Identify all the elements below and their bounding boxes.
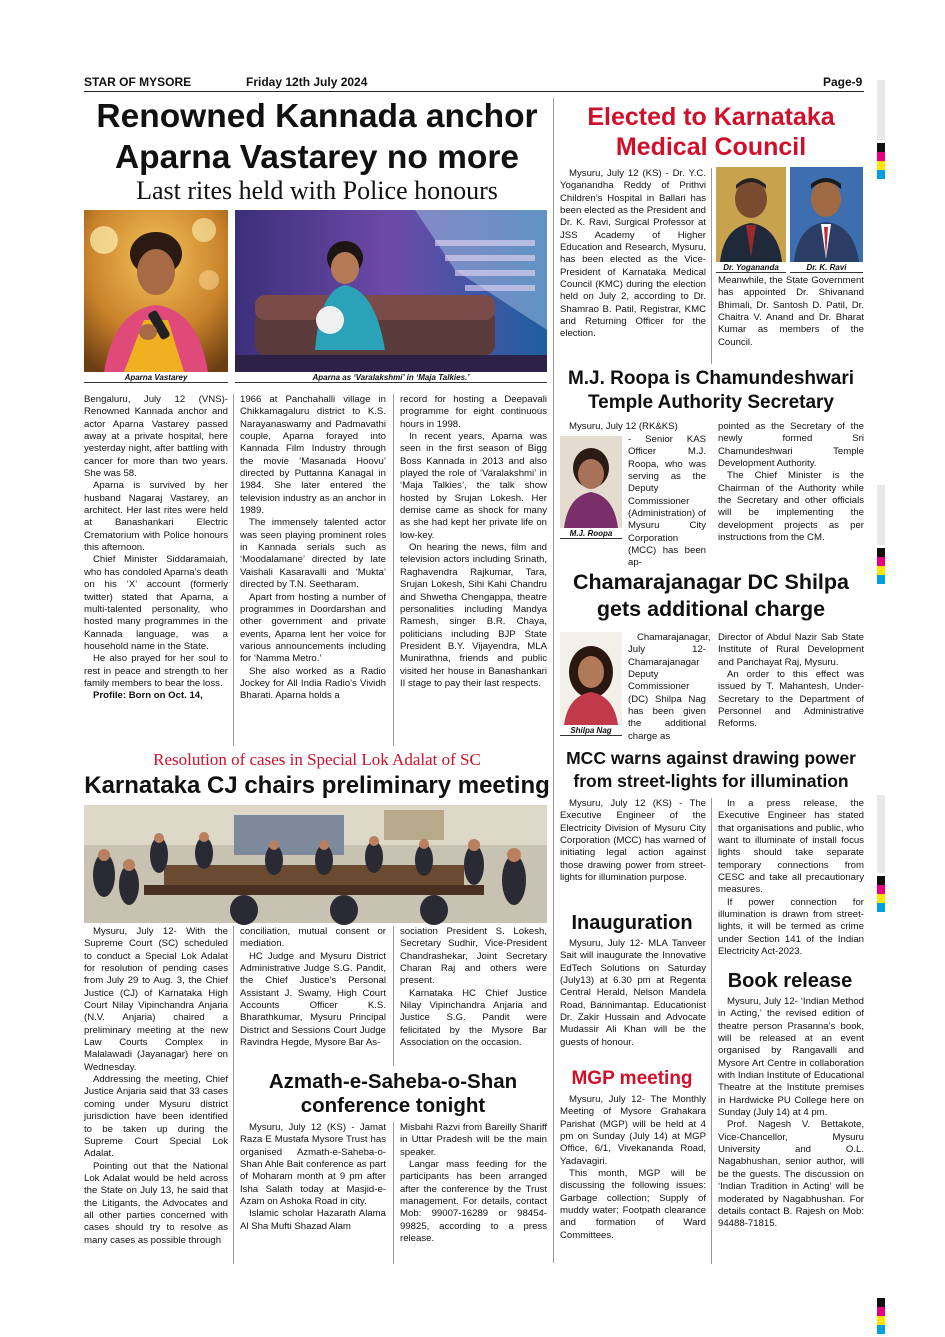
aparna-headline-2: Aparna Vastarey no more [114, 139, 520, 176]
cmyk-swatch [877, 903, 885, 912]
cmyk-swatch [877, 876, 885, 885]
main-column-divider [553, 98, 554, 1263]
column-rule [711, 168, 712, 364]
book-p2: Prof. Nagesh V. Bettakote, Vice-Chancellor, Mysuru University and O.L. Nagabhushan, senior author, will be the guests. The discussion on ‘Indian Tradition in Acting’ will be moderated by Nagabhushan. For details contact B. Rajesh on Mob: 94488-71815. [718, 1119, 864, 1230]
aparna-c1-p1: Bengaluru, July 12 (VNS)- Renowned Kannada anchor and actor Aparna Vastarey passed away at a private hospital, here yesterday night, after battling with cancer for more than two years. She was 58. [84, 394, 228, 480]
lokadalat-c1-p1: Mysuru, July 12- With the Supreme Court (SC) scheduled to conduct a Special Lok Adalat for resolution of pending cases from July 29 to Aug. 3, the Chief Justice (CJ) of Karnataka High Court Nilay Vipinchandra Anjaria (N.V. Anjaria) chaired a preliminary meeting at the new Law Courts Complex in Malalawadi (Jayanagar) here on Wednesday. [84, 926, 228, 1073]
lokadalat-c2-p1: conciliation, mutual consent or mediation. [240, 926, 386, 950]
column-rule [393, 1122, 394, 1264]
roopa-c2-p1: pointed as the Secretary of the newly formed Sri Chamundeshwari Temple Development Authority. [718, 421, 864, 470]
kmc-headline-2: Medical Council [615, 133, 807, 161]
mgp-headline: MGP meeting [571, 1068, 693, 1089]
mcc-c1-p1: Mysuru, July 12 (KS) - The Executive Engineer of the Electricity Division of Mysuru City Corporation (MCC) has warned of initiating legal action against those drawing power from street-lights for illumination purpose. [560, 798, 706, 884]
aparna-headline-1: Renowned Kannada anchor [96, 98, 538, 135]
cmyk-swatch [877, 557, 885, 566]
cmyk-swatch [877, 894, 885, 903]
aparna-c3-p1: record for hosting a Deepavali programme for eight continuous hours in 1998. [400, 394, 547, 430]
mcc-column-2 [718, 798, 864, 966]
shilpa-c2-p1: Director of Abdul Nazir Sab State Institute of Rural Development and Panchayat Raj, Mysuru. [718, 632, 864, 668]
aparna-c2-p1: 1966 at Panchahalli village in Chikkamagaluru district to K.S. Narayanaswamy and Padmavathi couple, Aparna forayed into Kannada Film Industry through the movie ‘Masanada Hoovu’ directed by Puttanna Kanagal in 1984. She later entered the television industry as an anchor in 1989. [240, 394, 386, 517]
roopa-headline-1: M.J. Roopa is Chamundeshwari [567, 368, 855, 389]
book-column [718, 996, 864, 1264]
kmc-column-2 [718, 275, 864, 365]
mgp-p2: This month, MGP will be discussing the following issues: Garbage collection; Supply of muddy water; Footpath clearance and formation of Ward Committees. [560, 1168, 706, 1241]
mcc-column-1 [560, 798, 706, 912]
roopa-c2-p2: The Chief Minister is the Chairman of the Authority while the Secretary and other officials will be implementing the development projects as per instructions from the CM. [718, 470, 864, 544]
kmc-column-1 [560, 168, 706, 364]
inauguration-headline: Inauguration [571, 912, 693, 934]
column-rule [393, 394, 394, 746]
cj-meeting-photo [84, 805, 547, 923]
lokadalat-c1-p3: Pointing out that the National Lok Adalat would be held across the State on July 13, he said that the Litigants, the Advocates and all other parties concerned with cases should try to resolve as many cases as possible through [84, 1160, 228, 1246]
mgp-p1: Mysuru, July 12- The Monthly Meeting of Mysore Grahakara Parishat (MGP) will be held at 4 pm on Sunday (July 14) at MGP Office, 6/1, Vivekananda Road, Yadavagiri. [560, 1094, 706, 1167]
aparna-c3-p3: On hearing the news, film and television actors including Srinath, Raghavendra Rajkumar, Tara, Srujan Lokesh, Sihi Kahi Chandru and Shwetha Chengappa, theatre personalities including Mandya Ramesh, singer B.R. Chaya, politicians including BJP State President B.Y. Vijayendra, MLA Munirathna, friends and public visited her house in Banashankari II stage to pay their last respects. [400, 542, 547, 689]
aparna-c2-p4: She also worked as a Radio Jockey for All India Radio’s Vividh Bharati. Aparna holds a [240, 665, 386, 702]
page-number: Page-9 [823, 75, 863, 89]
book-p1: Mysuru, July 12- ‘Indian Method in Acting,’ the revised edition of theatre person Prasanna’s book, will be released at an event organised by Rangavalli and Mysore Art Centre in collaboration with Indian Institute of Educational Theatre at the Institute premises in Hardwicke PU College here on Sunday (July 14) at 4 pm. [718, 996, 864, 1119]
cmyk-swatch [877, 1325, 885, 1334]
azmath-c2-p2: Langar mass feeding for the participants has been arranged after the conference by the Trust management. For details, contact Mob: 99007-16289 or 98454-99825, according to a press release. [400, 1159, 547, 1245]
mgp-column [560, 1094, 706, 1262]
aparna-caption-1: Aparna Vastarey [84, 373, 228, 383]
aparna-column-1 [84, 394, 228, 746]
lokadalat-kicker: Resolution of cases in Special Lok Adalat of SC [153, 750, 481, 769]
column-rule [393, 926, 394, 1066]
azmath-headline-2: conference tonight [300, 1094, 486, 1117]
yogananda-photo [716, 167, 786, 262]
lokadalat-c3-p2: Karnataka HC Chief Justice Nilay Vipinchandra Anjaria and Justice S.G. Pandit were felicitated by the Mysore Bar Association on the occasion. [400, 987, 547, 1049]
aparna-caption-2: Aparna as ‘Varalakshmi’ in ‘Maja Talkies.’ [235, 373, 547, 383]
lokadalat-column-1 [84, 926, 228, 1262]
cmyk-swatch [877, 1298, 885, 1307]
roopa-dateline: Mysuru, July 12 (RK&KS) [569, 421, 678, 432]
aparna-stage-photo [235, 210, 547, 372]
aparna-portrait-photo [84, 210, 228, 372]
registration-bar [877, 795, 885, 873]
cmyk-swatch [877, 170, 885, 179]
column-rule [233, 394, 234, 746]
aparna-c3-p2: In recent years, Aparna was seen in the first season of Bigg Boss Kannada in 2013 and also played the role of ‘Varalakshmi’ in ‘Maja Talkies’, the talk show hosted by Srujan Lokesh. Her demise came as shock for many as she had kept her private life on low-key. [400, 431, 547, 541]
inauguration-column [560, 938, 706, 1066]
registration-bar [877, 80, 885, 140]
roopa-caption: M.J. Roopa [560, 529, 622, 539]
shilpa-caption: Shilpa Nag [560, 726, 622, 736]
issue-date: Friday 12th July 2024 [246, 75, 368, 89]
kmc-c1-p1: Mysuru, July 12 (KS) - Dr. Y.C. Yoganandha Reddy of Prithvi Children’s Hospital in Ballari has been elected as the President and Dr. K. Ravi, Surgical Professor at JSS Academy of Higher Education and Research, Mysuru, has been elected as the Vice-President of Karnataka Medical Council (KMC) during the election held on July 2, according to Dr. Shamrao B. Patil, Registrar, KMC and Returning Officer for the election. [560, 168, 706, 340]
lokadalat-c3-p1: sociation President S. Lokesh, Secretary Sudhir, Vice-President Chandrashekar, Joint Secretary Charan Raj and others were present. [400, 926, 547, 987]
kmc-headline-1: Elected to Karnataka [587, 103, 835, 131]
cmyk-swatch [877, 152, 885, 161]
book-headline: Book release [727, 970, 853, 992]
aparna-c1-p5: Profile: Born on Oct. 14, [93, 690, 203, 702]
azmath-c1-p1: Mysuru, July 12 (KS) - Jamat Raza E Mustafa Mysore Trust has organised Azmath-e-Saheba-o-Shan Ahle Bait conference as part of Moharam month at 9 pm after Isha Salath today at Masjid-e-Azam on Ashoka Road in city. [240, 1122, 386, 1208]
masthead-rule [84, 91, 864, 92]
ravi-photo [790, 167, 863, 262]
shilpa-headline-1: Chamarajanagar DC Shilpa [572, 570, 849, 594]
mcc-c2-p1: In a press release, the Executive Engineer has stated that organisations and public, who want to illuminate of install focus lights should take separate temporary connections from CESC and take all precautionary measures. [718, 798, 864, 896]
shilpa-side-column: Chamarajanagar, July 12- Chamarajanagar Deputy Commissioner (DC) Shilpa Nag has been given the additional charge as [628, 632, 711, 742]
cmyk-swatch [877, 885, 885, 894]
aparna-column-3 [400, 394, 547, 746]
lokadalat-c2-p2: HC Judge and Mysuru District Administrative Judge S.G. Pandit, the Chief Justice’s Personal Assistant J. Swamy, High Court Accounts Officer K.S. Bharathkumar, Mysuru Principal District and Sessions Court Judge Ravindra Hegde, Mysore Bar As- [240, 950, 386, 1049]
inauguration-p1: Mysuru, July 12- MLA Tanveer Sait will inaugurate the Innovative EdTech Solutions on Saturday (July13) at 6.30 pm at Regenta Central Herald, Nelson Mandela Road, Bannimantap. Educationist Dr. Zakir Hussain and Advocate Mudassir Ali Khan will be the guests of honour. [560, 938, 706, 1048]
azmath-column-1 [240, 1122, 386, 1264]
cmyk-swatch [877, 548, 885, 557]
lokadalat-column-2 [240, 926, 386, 1066]
paper-name: STAR OF MYSORE [84, 75, 192, 89]
shilpa-column-2 [718, 632, 864, 744]
azmath-c1-p2: Islamic scholar Hazarath Alama Al Sha Mufti Shazad Alam [240, 1208, 386, 1232]
aparna-c2-p2: The immensely talented actor was seen playing prominent roles in Kannada serials such as ‘Moodalamane’ directed by late Vaishali Kasaravalli and ‘Mukta’ directed by T.N. Seetharam. [240, 517, 386, 591]
aparna-c1-p4: He also prayed for her soul to rest in peace and strength to her family members to bear the loss. [84, 653, 228, 689]
shilpa-headline-2: gets additional charge [596, 597, 826, 621]
cmyk-swatch [877, 143, 885, 152]
roopa-side-column: - Senior KAS Officer M.J. Roopa, who was serving as the Deputy Commissioner (Administration) of Mysuru City Corporation (MCC) has been ap- [628, 434, 706, 569]
aparna-c1-p3: Chief Minister Siddaramaiah, who has condoled Aparna’s death on his ‘X’ account (formerly twitter) stated that Aparna, a multi-talented personality, who hosted many programmes in the Kannada language, was a household name in the State. [84, 554, 228, 652]
kmc-c2-p1: Meanwhile, the State Government has appointed Dr. Shivanand Bhimali, Dr. Santosh D. Patil, Dr. Chaitra V. Anand and Dr. Bharat Kumar as members of the Council. [718, 275, 864, 348]
azmath-headline-1: Azmath-e-Saheba-o-Shan [268, 1070, 518, 1093]
lokadalat-column-3 [400, 926, 547, 1066]
cmyk-swatch [877, 161, 885, 170]
lokadalat-c1-p2: Addressing the meeting, Chief Justice Anjaria said that 33 cases coming under Mysuru district jurisdiction have been identified to be taken up during the Supreme Court Special Lok Adalat. [84, 1074, 228, 1160]
ravi-caption: Dr. K. Ravi [790, 263, 863, 273]
cmyk-swatch [877, 1307, 885, 1316]
cmyk-swatch [877, 1316, 885, 1325]
shilpa-c2-p2: An order to this effect was issued by T. Mahantesh, Under-Secretary to the Department of Personnel and Administrative Reforms. [718, 669, 864, 730]
mcc-headline-2: from street-lights for illumination [573, 771, 849, 791]
mcc-headline-1: MCC warns against drawing power [566, 748, 856, 768]
roopa-photo [560, 436, 622, 528]
cmyk-swatch [877, 566, 885, 575]
column-rule [233, 926, 234, 1264]
roopa-column-2 [718, 421, 864, 561]
azmath-column-2 [400, 1122, 547, 1264]
shilpa-photo [560, 632, 622, 725]
registration-bar [877, 485, 885, 545]
aparna-column-2 [240, 394, 386, 746]
yogananda-caption: Dr. Yogananda [716, 263, 786, 273]
lokadalat-headline: Karnataka CJ chairs preliminary meeting [84, 772, 550, 799]
cmyk-swatch [877, 575, 885, 584]
aparna-c1-p2: Aparna is survived by her husband Nagaraj Vastarey, an architect. Her last rites were held at Banashankari Electric Crematorium with Police honours this afternoon. [84, 480, 228, 554]
aparna-subhead: Last rites held with Police honours [136, 176, 498, 205]
roopa-headline-2: Temple Authority Secretary [587, 392, 835, 413]
aparna-c2-p3: Apart from hosting a number of programmes in Doordarshan and other government and private events, Aparna lent her voice for various announcements including for ‘Namma Metro.’ [240, 591, 386, 665]
column-rule [711, 798, 712, 1264]
azmath-c2-p1: Misbahi Razvi from Bareilly Shariff in Uttar Pradesh will be the main speaker. [400, 1122, 547, 1158]
mcc-c2-p2: If power connection for illumination is drawn from street-lights, it will be termed as crime under Section 141 of the Indian Electricity Act-2023. [718, 896, 864, 958]
